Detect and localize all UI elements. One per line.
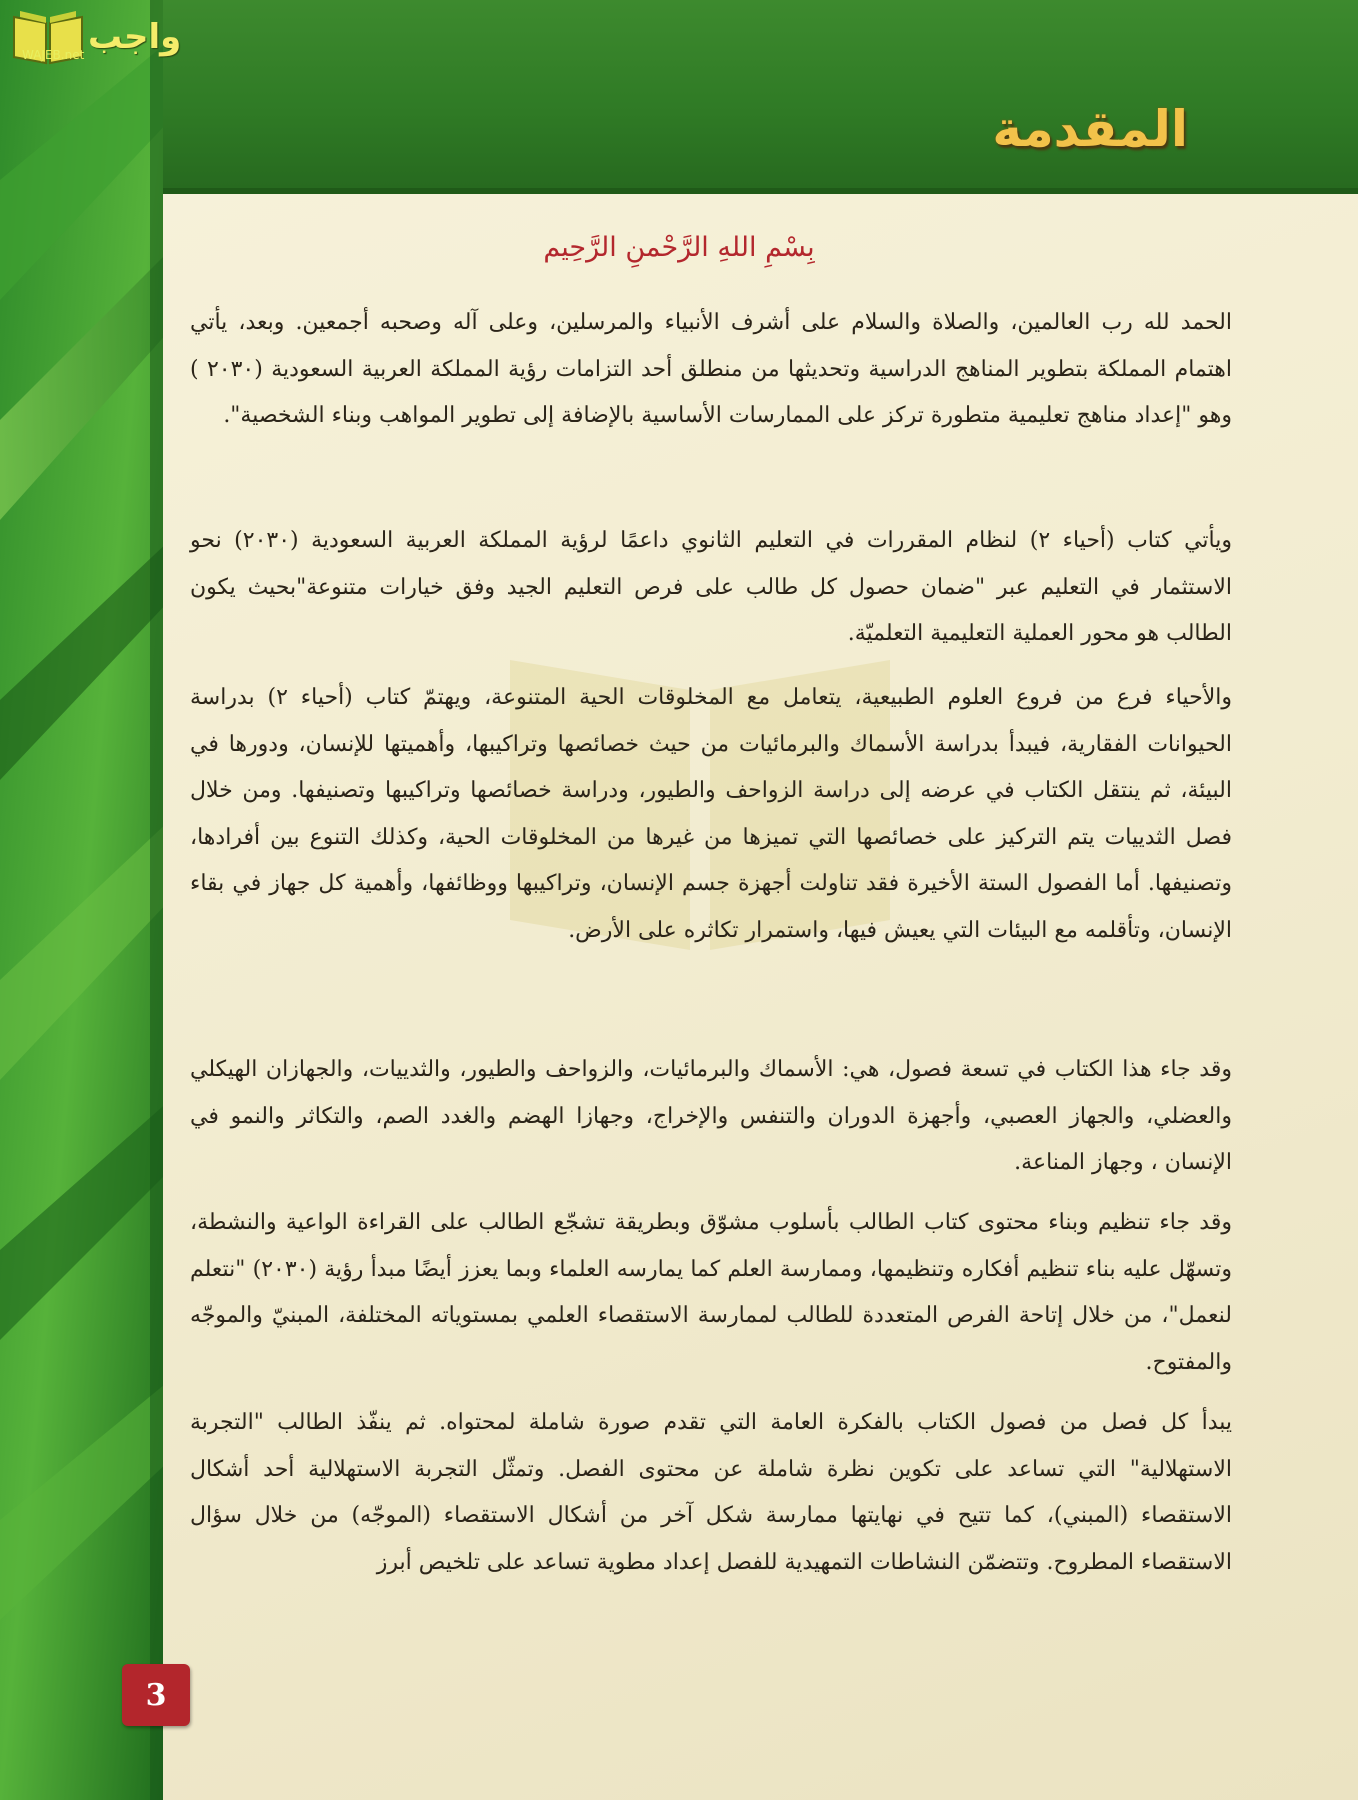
paragraph-3: والأحياء فرع من فروع العلوم الطبيعية، يتعامل مع المخلوقات الحية المتنوعة، ويهتمّ كتاب (أحياء ٢) بدراسة الحيوانات الفقارية، فيبدأ بدراسة الأسماك والبرمائيات من حيث خصائصها وتراكيبها، وأهميتها للإنسان، ودورها في البيئة، ثم ينتقل الكتاب في عرضه إلى دراسة الزواحف والطيور، ودراسة خصائصها وتراكيبها وتصنيفها. ومن خلال فصل الثدييات يتم التركيز على خصائصها التي تميزها من غيرها من المخلوقات الحية، وكذلك التنوع بين أفرادها، وتصنيفها. أما الفصول الستة الأخيرة فقد تناولت أجهزة جسم الإنسان، وتراكيبها ووظائفها، وأهمية كل جهاز في بقاء الإنسان، وتأقلمه مع البيئات التي يعيش فيها، واستمرار تكاثره على الأرض. bbox=[190, 685, 1232, 943]
paragraph-4: وقد جاء هذا الكتاب في تسعة فصول، هي: الأسماك والبرمائيات، والزواحف والطيور، والثدييات، والجهازان الهيكلي والعضلي، والجهاز العصبي، وأجهزة الدوران والتنفس والإخراج، وجهازا الهضم والغدد الصم، والتكاثر والنمو في الإنسان ، وجهاز المناعة. bbox=[190, 1057, 1232, 1175]
page-number: 3 bbox=[122, 1664, 190, 1726]
header-bar bbox=[163, 0, 1358, 194]
paragraph-6: يبدأ كل فصل من فصول الكتاب بالفكرة العامة التي تقدم صورة شاملة لمحتواه. ثم ينفّذ الطالب "التجربة الاستهلالية" التي تساعد على تكوين نظرة شاملة عن محتوى الفصل. وتمثّل التجربة الاستهلالية أحد أشكال الاستقصاء (المبني)، كما تتيح في نهايتها ممارسة شكل آخر من أشكال الاستقصاء (الموجّه) من خلال سؤال الاستقصاء المطروح. وتتضمّن النشاطات التمهيدية للفصل إعداد مطوية تساعد على تلخيص أبرز bbox=[190, 1410, 1232, 1575]
bismillah: بِسْمِ اللهِ الرَّحْمنِ الرَّحِيم bbox=[543, 232, 815, 263]
paragraph-5: وقد جاء تنظيم وبناء محتوى كتاب الطالب بأسلوب مشوّق وبطريقة تشجّع الطالب على القراءة الواعية والنشطة، وتسهّل عليه بناء تنظيم أفكاره وتنظيمها، وممارسة العلم كما يمارسه العلماء وبما يعزز أيضًا مبدأ رؤية (٢٠٣٠) "نتعلم لنعمل"، من خلال إتاحة الفرص المتعددة للطالب لممارسة الاستقصاء العلمي بمستوياته المختلفة، المبنيّ والموجّه والمفتوح. bbox=[190, 1210, 1232, 1375]
paragraph-1: الحمد لله رب العالمين، والصلاة والسلام على أشرف الأنبياء والمرسلين، وعلى آله وصحبه أجمعين. وبعد، يأتي اهتمام المملكة بتطوير المناهج الدراسية وتحديثها من منطلق أحد التزامات رؤية المملكة العربية السعودية (٢٠٣٠ ) وهو "إعداد مناهج تعليمية متطورة تركز على الممارسات الأساسية بالإضافة إلى تطوير المواهب وبناء الشخصية". bbox=[190, 310, 1233, 428]
site-logo[interactable] bbox=[8, 4, 193, 70]
page-title: المقدمة bbox=[992, 100, 1188, 158]
logo-text: واجب bbox=[88, 17, 182, 57]
paragraph-2: ويأتي كتاب (أحياء ٢) لنظام المقررات في التعليم الثانوي داعمًا لرؤية المملكة العربية السعودية (٢٠٣٠) نحو الاستثمار في التعليم عبر "ضمان حصول كل طالب على فرص التعليم الجيد وفق خيارات متنوعة"بحيث يكون الطالب هو محور العملية التعليمية التعلميّة. bbox=[190, 528, 1233, 646]
logo-subtext: WAJEB.net bbox=[22, 48, 85, 62]
